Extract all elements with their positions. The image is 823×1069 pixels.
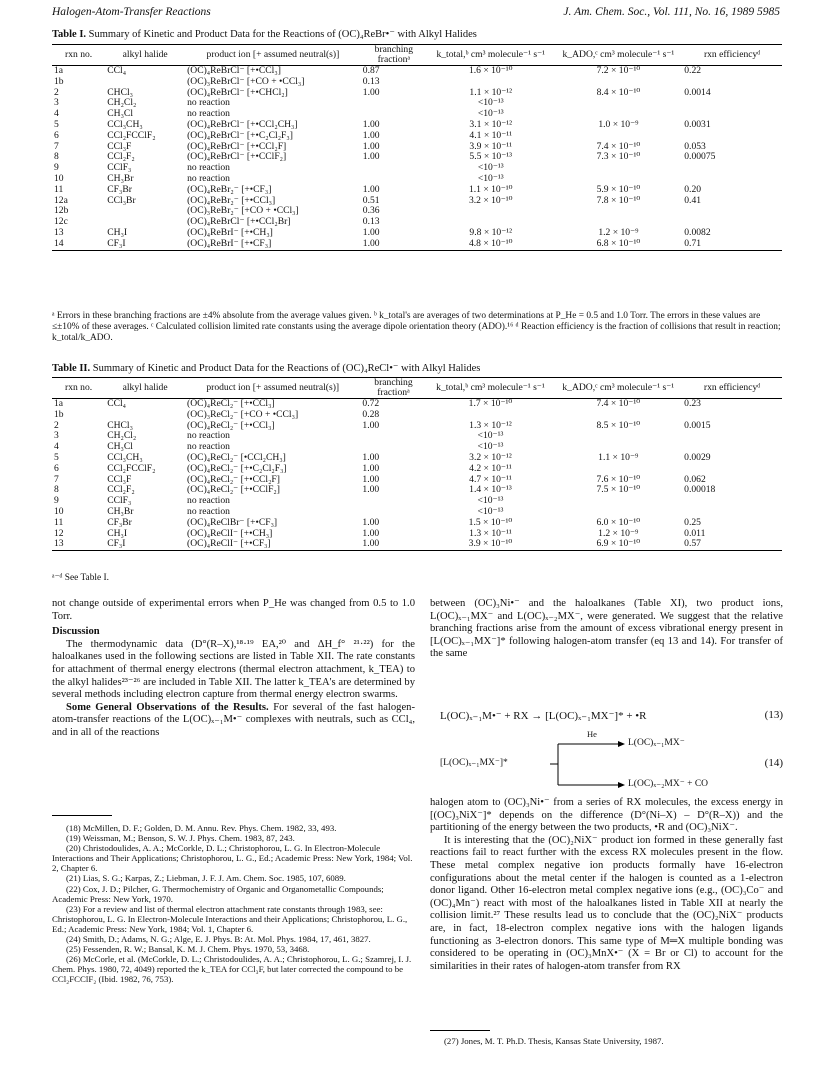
table-row: [52, 174, 782, 185]
table-cell: 0.36: [362, 205, 380, 217]
table-row: [52, 453, 782, 464]
column-header: branching fractionᵃ: [361, 45, 427, 66]
table-cell: CHCl₃: [107, 86, 133, 98]
table-cell: 13: [52, 539, 105, 550]
equation-13-body: L(OC)ₓ₋₁M•⁻ + RX → [L(OC)ₓ₋₁MX⁻]* + •R: [440, 710, 647, 722]
table-cell: 1.00: [362, 183, 380, 195]
equation-13-number: (13): [764, 709, 783, 721]
table-cell: 0.72: [362, 398, 380, 409]
table-cell: CH₃I: [107, 226, 128, 238]
table-cell: CCl₃CH₃: [107, 451, 143, 463]
table-cell: 1.00: [362, 118, 380, 130]
table-cell: (OC)₄ReCl₂⁻ [+•CCl₂F]: [187, 473, 280, 485]
table-cell: CCl₃F: [107, 473, 132, 485]
table-cell: <10⁻¹³: [477, 97, 504, 109]
column-header: rxn efficiencyᵈ: [682, 378, 782, 399]
table-cell: [427, 410, 555, 421]
table-cell: 1.5 × 10⁻¹⁰: [468, 516, 513, 528]
column-header: rxn efficiencyᵈ: [682, 45, 782, 66]
equation-14-top-product: L(OC)ₓ₋₁MX⁻: [628, 738, 685, 748]
table-cell: 3.2 × 10⁻¹²: [469, 451, 512, 463]
table-row: [52, 206, 782, 217]
references-list: [52, 823, 415, 985]
table-cell: 9: [54, 162, 59, 174]
table-cell: 7: [54, 140, 59, 152]
table-cell: (OC)₄ReBr₂⁻ [+•CCl₃]: [187, 194, 276, 206]
table-cell: no reaction: [187, 430, 230, 442]
table-cell: [554, 464, 682, 475]
table-cell: (OC)₄ReBrCl⁻ [+•CCl₂CH₃]: [187, 118, 298, 130]
table-cell: no reaction: [187, 172, 230, 184]
table-cell: (OC)₄ReBrCl⁻ [+•CHCl₂]: [187, 86, 288, 98]
equation-14-he: He: [587, 729, 597, 739]
table2-title: Summary of Kinetic and Product Data for the Reactions of (OC)₄ReCl•⁻ with Alkyl Halides: [92, 363, 481, 374]
left-paragraph-1: not change outside of experimental errors when P_He was changed from 0.5 to 1.0 Torr.: [52, 598, 415, 622]
reference-item: (25) Fessenden, R. W.; Bansal, K. M. J. Chem. Phys. 1970, 53, 3468.: [66, 944, 310, 955]
table-cell: <10⁻¹³: [477, 108, 504, 120]
header-row: [52, 45, 782, 66]
table-cell: [554, 431, 682, 442]
table-cell: (OC)₃ReBrCl⁻ [+CO + •CCl₃]: [187, 75, 305, 87]
table-cell: 7.2 × 10⁻¹⁰: [596, 65, 641, 76]
table-cell: 1.00: [362, 129, 380, 141]
table-cell: CCl₃F: [107, 140, 132, 152]
table-cell: 4: [54, 441, 59, 453]
table-cell: no reaction: [187, 108, 230, 120]
table-cell: (OC)₃ReBr₂⁻ [+CO + •CCl₃]: [187, 205, 299, 217]
table1: [52, 44, 782, 251]
table-cell: 1a: [54, 65, 64, 76]
table2-label: Table II.: [52, 363, 91, 374]
table-cell: CCl₂FCClF₂: [107, 129, 156, 141]
running-header-title: Halogen-Atom-Transfer Reactions: [52, 6, 211, 18]
table-cell: 3.9 × 10⁻¹¹: [469, 140, 513, 152]
table-cell: 0.0031: [684, 118, 711, 130]
discussion-heading: Discussion: [52, 626, 100, 638]
table-cell: 0.13: [362, 75, 380, 87]
table-cell: 0.011: [684, 527, 706, 539]
table-cell: [682, 77, 782, 88]
table-cell: [105, 410, 185, 421]
table-cell: 1.00: [362, 151, 380, 163]
table-cell: CH₃I: [107, 527, 128, 539]
table-cell: (OC)₄ReCl₂⁻ [•CCl₂CH₃]: [187, 451, 286, 463]
table-cell: [682, 163, 782, 174]
table-cell: CH₂Cl₂: [107, 430, 137, 442]
table1-label: Table I.: [52, 29, 87, 40]
table-cell: [427, 206, 555, 217]
table-cell: 0.053: [684, 140, 706, 152]
table-cell: (OC)₄ReClI⁻ [+•CF₃]: [185, 539, 360, 550]
table-cell: 1.00: [362, 86, 380, 98]
table-cell: 0.23: [684, 398, 701, 409]
table-row: [52, 442, 782, 453]
table-cell: CF₃I: [105, 239, 185, 250]
table-cell: 1b: [54, 75, 64, 87]
table-row: [52, 98, 782, 109]
table-cell: 1.00: [362, 419, 380, 431]
table-cell: 0.51: [362, 194, 380, 206]
column-header: alkyl halide: [105, 378, 185, 399]
table-row: [52, 77, 782, 88]
table-cell: CH₃Cl: [107, 108, 133, 120]
table-cell: 2: [54, 419, 59, 431]
table-cell: 0.57: [682, 539, 782, 550]
table-row: [52, 196, 782, 207]
table-cell: 1.00: [362, 473, 380, 485]
table-cell: CCl₂F₂: [107, 151, 135, 163]
table-cell: 3.1 × 10⁻¹²: [469, 118, 513, 130]
table-cell: [427, 77, 555, 88]
table-cell: 3.2 × 10⁻¹⁰: [468, 194, 513, 206]
table-cell: 7.3 × 10⁻¹⁰: [596, 151, 641, 163]
table2: [52, 377, 782, 551]
column-header: branching fractionᵃ: [360, 378, 426, 399]
table-cell: 8: [54, 484, 59, 496]
table-cell: CClF₃: [107, 162, 132, 174]
table-cell: 11: [54, 183, 64, 195]
table-cell: 3.9 × 10⁻¹⁰: [427, 539, 555, 550]
table-row: [52, 518, 782, 529]
column-header: k_total,ᵇ cm³ molecule⁻¹ s⁻¹: [427, 378, 555, 399]
table-cell: [682, 431, 782, 442]
right-paragraph-1: between (OC)₃Ni•⁻ and the haloalkanes (Table XI), two product ions, L(OC)ₓ₋₁MX⁻ and L(OC)ₓ₋₂MX⁻, were generated. We suggest that the relative branching fractions arise from the amount of excess vibrational energy present in [L(OC)ₓ₋₁MX⁻]* following halogen-atom transfer (eq 13 and 14). For transfer of the same: [430, 598, 783, 660]
table-cell: [555, 163, 683, 174]
table-cell: 3: [54, 430, 59, 442]
table-cell: no reaction: [187, 97, 230, 109]
table-cell: CCl₄: [107, 398, 126, 409]
table-cell: no reaction: [187, 441, 230, 453]
table-cell: 10: [54, 505, 64, 517]
table-cell: 1.00: [362, 516, 380, 528]
table-cell: 1a: [54, 398, 64, 409]
table1-footnote: ᵃ Errors in these branching fractions are ±4% absolute from the average values given. ᵇ k_total's are averages of two determinations at P_He = 0.5 and 1.0 Torr. The errors in these values are ≤±10% of these averages. ᶜ Calculated collision limited rate constants using the average dipole orientation theory (ADO).¹⁶ ᵈ Reaction efficiency is the fraction of collisions that result in reaction; k_total/k_ADO.: [52, 311, 781, 343]
reference-item: (19) Weissman, M.; Benson, S. W. J. Phys. Chem. 1983, 87, 243.: [66, 833, 295, 844]
table-cell: (OC)₃ReCl₂⁻ [+CO + •CCl₃]: [187, 408, 299, 420]
table-cell: 1.1 × 10⁻¹²: [469, 86, 513, 98]
table-cell: 12a: [54, 194, 68, 206]
table-row: [52, 163, 782, 174]
table-cell: 1.00: [362, 226, 380, 238]
table-row: [52, 66, 782, 77]
right-paragraph-2: halogen atom to (OC)₃Ni•⁻ from a series of RX molecules, the excess energy in [(OC)₃NiX⁻]* depends on the difference (D°(Ni–X) – D°(R–X)) and the partitioning of the energy between the two products, •R and (OC)₃NiX⁻.: [430, 797, 783, 834]
table-cell: 0.0029: [684, 451, 711, 463]
table-row: [52, 485, 782, 496]
table-row: [52, 239, 782, 250]
table-cell: [361, 98, 427, 109]
table-cell: [682, 206, 782, 217]
table-cell: 8.5 × 10⁻¹⁰: [596, 419, 641, 431]
table-cell: 1.2 × 10⁻⁹: [598, 226, 639, 238]
table-cell: 0.0015: [684, 419, 711, 431]
table-cell: 7.4 × 10⁻¹⁰: [596, 398, 641, 409]
table-row: [52, 88, 782, 99]
table-row: [52, 431, 782, 442]
table-cell: [682, 131, 782, 142]
table-cell: 7.8 × 10⁻¹⁰: [596, 194, 641, 206]
table-cell: (OC)₄ReClI⁻ [+•CH₃]: [187, 527, 273, 539]
table-cell: CH₃Cl: [107, 441, 133, 453]
running-header: [52, 6, 780, 24]
reference-item: (23) For a review and list of thermal electron attachment rate constants through 1983, see: Christophorou, L. G. In Electron-Molecule Interactions and their Applications; Christophorou, L. G., Ed.; Academic Press: New York, 1984; Vol. 1, Chapter 6.: [52, 903, 408, 934]
running-header-journal: J. Am. Chem. Soc., Vol. 111, No. 16, 1989 5985: [563, 6, 780, 18]
table1-caption: [52, 28, 782, 40]
column-header: k_ADO,ᶜ cm³ molecule⁻¹ s⁻¹: [555, 45, 683, 66]
table-cell: 3: [54, 97, 59, 109]
table-row: [52, 410, 782, 421]
table-cell: 7.6 × 10⁻¹⁰: [596, 473, 641, 485]
table-cell: CClF₃: [107, 495, 132, 507]
column-header: product ion [+ assumed neutral(s)]: [185, 45, 361, 66]
table-cell: (OC)₄ReBrCl⁻ [+•CCl₃]: [187, 65, 281, 76]
equation-14: [440, 729, 783, 795]
table-cell: 4.1 × 10⁻¹¹: [469, 129, 513, 141]
table-cell: (OC)₄ReBrI⁻ [+•CF₃]: [185, 239, 361, 250]
table-row: [52, 142, 782, 153]
table-row: [52, 217, 782, 228]
table-cell: 7.5 × 10⁻¹⁰: [596, 484, 641, 496]
table-cell: 13: [54, 226, 64, 238]
table-cell: CCl₄: [107, 65, 127, 76]
table-row: [52, 228, 782, 239]
table-cell: 4.7 × 10⁻¹¹: [469, 473, 512, 485]
column-header: k_ADO,ᶜ cm³ molecule⁻¹ s⁻¹: [554, 378, 682, 399]
left-paragraph-2: The thermodynamic data (D°(R–X),¹⁸·¹⁹ EA,²⁰ and ΔH_f° ²¹·²²) for the haloalkanes used in the following sections are listed in Table XII. The rate constants for attachment of thermal energy electrons (thermal electron attachment, k_TEA) to the alkyl halides²³⁻²⁶ are included in Table XII. The latter k_TEA's are determined by several methods including electron capture from thermal energy electron swarms.: [52, 638, 415, 701]
table2-caption: [52, 362, 782, 374]
table-cell: [105, 206, 185, 217]
table-row: [52, 399, 782, 410]
table-cell: 0.22: [684, 65, 702, 76]
table-cell: 7: [54, 473, 59, 485]
table-cell: [554, 496, 682, 507]
table-cell: 1.3 × 10⁻¹¹: [469, 527, 512, 539]
column-header: rxn no.: [52, 378, 105, 399]
table-cell: 1b: [54, 408, 64, 420]
reference-item: (21) Lias, S. G.; Karpas, Z.; Liebman, J. F. J. Am. Chem. Soc. 1985, 107, 6089.: [66, 873, 346, 884]
table-cell: [361, 163, 427, 174]
table-cell: (OC)₄ReClBr⁻ [+•CF₃]: [187, 516, 278, 528]
table-cell: 1.1 × 10⁻⁹: [598, 451, 639, 463]
table-cell: CCl₂FCClF₂: [107, 462, 156, 474]
table-row: [52, 109, 782, 120]
table-cell: 1.1 × 10⁻¹⁰: [468, 183, 513, 195]
table-cell: (OC)₄ReBr₂⁻ [+•CF₃]: [187, 183, 272, 195]
table-row: [52, 507, 782, 518]
table-cell: (OC)₄ReBrCl⁻ [+•CClF₂]: [187, 151, 287, 163]
table-cell: (OC)₄ReCl₂⁻ [+•C₂Cl₂F₃]: [187, 462, 287, 474]
table2-header: [52, 378, 782, 399]
table-cell: 9: [54, 495, 59, 507]
reference-item: (18) McMillen, D. F.; Golden, D. M. Annu. Rev. Phys. Chem. 1982, 33, 493.: [66, 823, 337, 833]
column-header: k_total,ᵇ cm³ molecule⁻¹ s⁻¹: [427, 45, 555, 66]
table-cell: 5.5 × 10⁻¹³: [469, 151, 513, 163]
table-cell: 12: [54, 527, 64, 539]
table-cell: (OC)₄ReCl₂⁻ [+•CCl₃]: [187, 419, 275, 431]
table-cell: 1.00: [362, 451, 380, 463]
right-column-bottom: [430, 797, 783, 973]
table-cell: 1.00: [362, 462, 380, 474]
table-cell: (OC)₄ReBrCl⁻ [+•CCl₂F]: [187, 140, 287, 152]
table-cell: 5.9 × 10⁻¹⁰: [596, 183, 641, 195]
table-cell: [555, 131, 683, 142]
table-cell: 8: [54, 151, 59, 163]
table-cell: 0.00018: [684, 484, 716, 496]
table-cell: [682, 410, 782, 421]
column-header: product ion [+ assumed neutral(s)]: [185, 378, 360, 399]
table-cell: 1.0 × 10⁻⁹: [598, 118, 639, 130]
table-row: [52, 529, 782, 540]
table-cell: 1.2 × 10⁻⁹: [598, 527, 639, 539]
table-cell: 6: [54, 129, 59, 141]
equation-14-number: (14): [764, 757, 783, 769]
table-cell: CHCl₃: [107, 419, 133, 431]
table-cell: [105, 77, 185, 88]
table-row: [52, 539, 782, 550]
general-observations-heading: Some General Observations of the Results.: [66, 701, 269, 713]
table-cell: no reaction: [187, 162, 230, 174]
table-row: [52, 185, 782, 196]
table-cell: 4.2 × 10⁻¹¹: [469, 462, 512, 474]
table-cell: <10⁻¹³: [477, 505, 504, 517]
table-cell: <10⁻¹³: [477, 441, 504, 453]
header-row: [52, 378, 782, 399]
table-cell: [682, 98, 782, 109]
left-column: [52, 598, 415, 740]
table1-body: [52, 66, 782, 251]
table-cell: 0.87: [362, 65, 380, 76]
table-cell: 1.00: [360, 539, 426, 550]
table-cell: 1.00: [361, 239, 427, 250]
table-cell: 0.71: [682, 239, 782, 250]
table-cell: [555, 206, 683, 217]
table-cell: 1.6 × 10⁻¹⁰: [468, 65, 513, 76]
table-cell: 6.9 × 10⁻¹⁰: [554, 539, 682, 550]
table-cell: CH₂Cl₂: [107, 97, 137, 109]
table-cell: 1.00: [362, 527, 380, 539]
right-column-top: [430, 598, 783, 661]
table-cell: 0.062: [684, 473, 706, 485]
table-cell: 0.0082: [684, 226, 711, 238]
table-cell: CF₃Br: [107, 183, 132, 195]
table-cell: 4.8 × 10⁻¹⁰: [427, 239, 555, 250]
table-cell: 11: [54, 516, 64, 528]
table-cell: 6.0 × 10⁻¹⁰: [596, 516, 641, 528]
table-cell: 8.4 × 10⁻¹⁰: [596, 86, 641, 98]
table-cell: 0.25: [684, 516, 701, 528]
table-cell: 1.00: [362, 140, 380, 152]
table-cell: 0.13: [362, 216, 380, 228]
table-cell: CF₃I: [105, 539, 185, 550]
table-cell: (OC)₄ReCl₂⁻ [+•CClF₂]: [187, 484, 280, 496]
reference-item: (24) Smith, D.; Adams, N. G.; Alge, E. J. Phys. B: At. Mol. Phys. 1984, 17, 461, 3827.: [66, 934, 371, 945]
table-row: [52, 496, 782, 507]
table-row: [52, 464, 782, 475]
table-cell: no reaction: [187, 505, 230, 517]
table-cell: 0.20: [684, 183, 702, 195]
table-cell: (OC)₄ReBrCl⁻ [+•CCl₂Br]: [187, 216, 291, 228]
table-cell: 7.4 × 10⁻¹⁰: [596, 140, 641, 152]
table-cell: 2: [54, 86, 59, 98]
table-cell: no reaction: [187, 495, 230, 507]
equation-13: [440, 709, 783, 722]
table-cell: [555, 77, 683, 88]
footnote-rule-left: [52, 815, 112, 816]
left-paragraph-3: [52, 702, 415, 740]
column-header: alkyl halide: [105, 45, 185, 66]
table-cell: CCl₃CH₃: [107, 118, 143, 130]
reference-item: (26) McCorle, et al. (McCorkle, D. L.; Christodoulides, A. A.; Christophorou, L. G.; Szamrej, I. J. Chem. Phys. 1980, 72, 4049) reported the k_TEA for CCl₃F, but later corrected the compound to be CCl₂FCClF₂ (Ibid. 1982, 76, 753).: [52, 954, 412, 985]
table-cell: 0.28: [362, 408, 380, 420]
table-cell: 1.3 × 10⁻¹²: [469, 419, 512, 431]
table-cell: CF₃Br: [107, 516, 132, 528]
table-cell: 4: [54, 108, 59, 120]
table-row: [52, 120, 782, 131]
column-header: rxn no.: [52, 45, 105, 66]
reference-item: (20) Christodoulides, A. A.; McCorkle, D. L.; Christophorou, L. G. In Electron-Molecule Interactions and Their Applications; Christophorou, L. G., Ed.; Academic Press: New York, 1984; Vol. 2, Chapter 6.: [52, 843, 413, 874]
table-row: [52, 152, 782, 163]
table-cell: <10⁻¹³: [477, 495, 504, 507]
table-cell: [682, 496, 782, 507]
table-cell: [555, 98, 683, 109]
table-cell: CH₃Br: [107, 505, 134, 517]
table-cell: <10⁻¹³: [477, 172, 504, 184]
table-cell: CCl₃Br: [107, 194, 136, 206]
table2-footnote: ᵃ⁻ᵈ See Table I.: [52, 573, 109, 583]
reference-27: (27) Jones, M. T. Ph.D. Thesis, Kansas State University, 1987.: [444, 1036, 664, 1046]
right-paragraph-3: It is interesting that the (OC)₂NiX⁻ product ion formed in these generally fast reactions fail to react further with the excess RX molecules present in the flow. These metal complex negative ion products formally have 16-electron configurations about the metal center if the halogen is counted as a 1-electron donor ligand. Other 16-electron metal complex negative ions (e.g., (OC)₃Co⁻ and (OC)₄Mn⁻) react with most of the haloalkanes listed in Table XII at nearly the collision limit.²⁷ These results lead us to conclude that the (OC)₂NiX⁻ products are, in fact, 18-electron complex negative ions with the halogen ligands functioning as 3-electron donors. This same type of M═X multiple bonding was considered to be operating in (OC)₃MnX•⁻ (X = Br or Cl) to account for the similarities in their rates of halogen-atom transfer from RX: [430, 834, 783, 972]
table-cell: [360, 496, 426, 507]
equation-14-bottom-product: L(OC)ₓ₋₂MX⁻ + CO: [628, 779, 709, 789]
table-cell: 5: [54, 451, 59, 463]
table-cell: 12c: [54, 216, 68, 228]
table-cell: 1.7 × 10⁻¹⁰: [468, 398, 513, 409]
table-cell: 1.4 × 10⁻¹³: [469, 484, 512, 496]
table-cell: 5: [54, 118, 59, 130]
table-cell: [682, 464, 782, 475]
table-row: [52, 421, 782, 432]
equation-14-reactant: [L(OC)ₓ₋₁MX⁻]*: [440, 758, 508, 768]
table-cell: 6: [54, 462, 59, 474]
table1-header: [52, 45, 782, 66]
table-cell: (OC)₄ReBrCl⁻ [+•C₂Cl₂F₃]: [187, 129, 293, 141]
table-row: [52, 475, 782, 486]
table-cell: 0.0014: [684, 86, 711, 98]
table-cell: <10⁻¹³: [477, 430, 504, 442]
left-paragraph-3-text: For several of the fast halogen-atom-transfer reactions of the L(OC)ₓ₋₁M•⁻ complexes with neutrals, such as CCl₄, and in all of the reactions: [52, 701, 415, 738]
table-row: [52, 131, 782, 142]
table-cell: CH₃Br: [107, 172, 134, 184]
table-cell: 1.00: [362, 484, 380, 496]
table-cell: <10⁻¹³: [477, 162, 504, 174]
table-cell: 0.00075: [684, 151, 716, 163]
table2-body: [52, 399, 782, 551]
table-cell: 14: [52, 239, 105, 250]
table-cell: 10: [54, 172, 64, 184]
table-cell: [554, 410, 682, 421]
reference-item: (22) Cox, J. D.; Pilcher, G. Thermochemistry of Organic and Organometallic Compounds; Academic Press: New York, 1970.: [52, 883, 384, 904]
table-cell: 9.8 × 10⁻¹²: [469, 226, 513, 238]
table-cell: 6.8 × 10⁻¹⁰: [555, 239, 683, 250]
table-cell: (OC)₄ReCl₂⁻ [+•CCl₃]: [187, 398, 275, 409]
table1-title: Summary of Kinetic and Product Data for the Reactions of (OC)₄ReBr•⁻ with Alkyl Halides: [88, 29, 477, 40]
table-cell: (OC)₄ReBrI⁻ [+•CH₃]: [187, 226, 273, 238]
table-cell: CCl₂F₂: [107, 484, 135, 496]
footnote-rule-right: [430, 1030, 490, 1031]
table-cell: 0.41: [684, 194, 702, 206]
table-cell: 12b: [54, 205, 69, 217]
table-cell: [360, 431, 426, 442]
